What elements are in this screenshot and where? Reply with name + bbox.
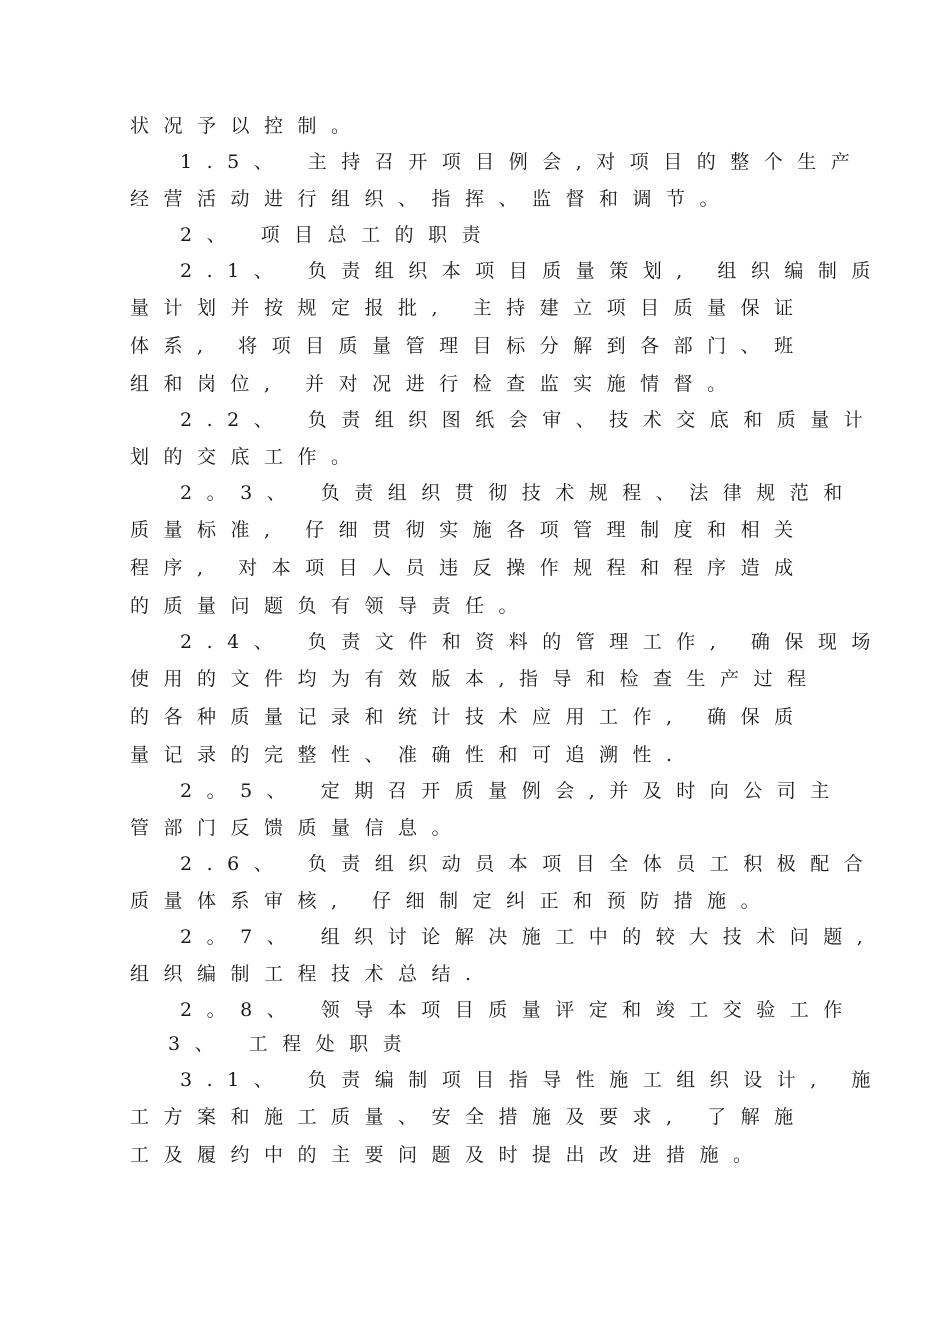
section-1-5-paragraph: 1.5、 主持召开项目例会,对项目的整个生产	[180, 151, 865, 173]
section-2-6-paragraph: 2.6、 负责组织动员本项目全体员工积极配合	[180, 853, 878, 875]
text-line: 质量体系审核, 仔细制定纠正和预防措施。	[130, 890, 775, 912]
text-line: 量记录的完整性、准确性和可追溯性.	[130, 744, 687, 766]
text-line: 状况予以控制。	[130, 115, 365, 137]
section-2-1-paragraph: 2.1、 负责组织本项目质量策划, 组织编制质	[180, 260, 885, 282]
text-line: 组织编制工程技术总结.	[130, 963, 486, 985]
section-2-5-paragraph: 2。5、 定期召开质量例会,并及时向公司主	[180, 780, 844, 802]
text-line: 工及履约中的主要问题及时提出改进措施。	[130, 1144, 767, 1166]
text-line: 划的交底工作。	[130, 446, 365, 468]
text-line: 的各种质量记录和统计技术应用工作, 确保质	[130, 706, 808, 728]
text-line: 使用的文件均为有效版本,指导和检查生产过程	[130, 668, 821, 690]
section-2-8-paragraph: 2。8、 领导本项目质量评定和竣工交验工作	[180, 999, 857, 1021]
section-2-heading: 2、 项目总工的职责	[180, 224, 496, 246]
section-2-4-paragraph: 2.4、 负责文件和资料的管理工作, 确保现场	[180, 631, 885, 653]
text-line: 程序, 对本项目人员违反操作规程和程序造成	[130, 557, 808, 579]
text-line: 体系, 将项目质量管理目标分解到各部门、班	[130, 335, 808, 357]
text-line: 质量标准, 仔细贯彻实施各项管理制度和相关	[130, 519, 808, 541]
section-3-1-paragraph: 3.1、 负责编制项目指导性施工组织设计, 施	[180, 1069, 885, 1091]
text-line: 工方案和施工质量、安全措施及要求, 了解施	[130, 1106, 808, 1128]
section-3-heading: 3、 工程处职责	[168, 1033, 417, 1055]
text-line: 的质量问题负有领导责任。	[130, 595, 533, 617]
section-2-2-paragraph: 2.2、 负责组织图纸会审、技术交底和质量计	[180, 409, 878, 431]
section-2-7-paragraph: 2。7、 组织讨论解决施工中的较大技术问题,	[180, 926, 878, 948]
text-line: 量计划并按规定报批, 主持建立项目质量保证	[130, 297, 808, 319]
text-line: 经营活动进行组织、指挥、监督和调节。	[130, 188, 734, 210]
section-2-3-paragraph: 2。3、 负责组织贯彻技术规程、法律规范和	[180, 482, 857, 504]
text-line: 管部门反馈质量信息。	[130, 817, 466, 839]
text-line: 组和岗位, 并对况进行检查监实施情督。	[130, 373, 741, 395]
